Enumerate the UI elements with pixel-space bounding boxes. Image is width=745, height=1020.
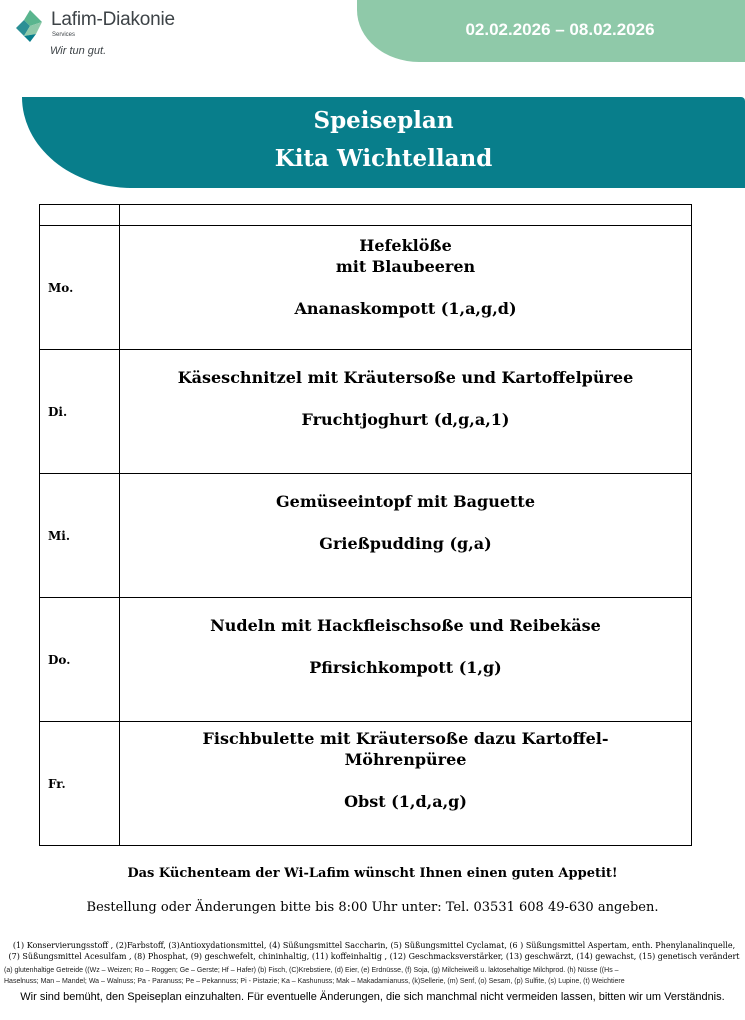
additives-line: (1) Konservierungsstoff , (2)Farbstoff, (3)Antioxydationsmittel, (4) Süßungsmittel Saccharin, (5) Süßungsmittel Cyclamat, (6 ) Süßungsmittel Aspertam, enth. Phenylanalinquelle, [12, 941, 736, 950]
allergens-line: Haselnuss; Man – Mandel; Wa – Walnuss; Pa - Paranuss; Pe – Pekannuss; Pi - Pistazie; Ka – Kashunuss; Mak – Makadamianuss, (k)Sellerie, (m) Senf, (o) Sesam, (p) Sulfite, (s) Lupine, (t) Weichtiere [4, 978, 625, 985]
order-info: Bestellung oder Änderungen bitte bis 8:00 Uhr unter: Tel. 03531 608 49-630 angeben. [86, 900, 659, 915]
main-dish-line: Möhrenpüree [344, 750, 467, 769]
menu-row-wednesday [40, 474, 692, 598]
header-cell-meal [120, 205, 692, 226]
additives-legend [6, 940, 742, 962]
meal-cell [120, 474, 692, 598]
menu-row-tuesday [40, 350, 692, 474]
menu-row-friday [40, 722, 692, 846]
meal-cell [120, 350, 692, 474]
meal-cell [120, 722, 692, 846]
main-dish-line: Hefeklöße [359, 236, 452, 255]
day-label: Do. [40, 598, 120, 722]
lafim-logo-icon [14, 8, 46, 44]
date-range: 02.02.2026 – 08.02.2026 [465, 20, 655, 39]
brand-tagline: Wir tun gut. [50, 45, 107, 57]
main-dish-line: Käseschnitzel mit Kräutersoße und Kartoffelpüree [177, 368, 634, 387]
title-banner [22, 97, 745, 188]
meal-cell [120, 226, 692, 350]
menu-header-row [40, 205, 692, 226]
header-cell-day [40, 205, 120, 226]
brand-name: Lafim-Diakonie [51, 9, 175, 30]
dessert: Ananaskompott (1,a,g,d) [294, 299, 517, 318]
dessert: Grießpudding (g,a) [319, 534, 492, 553]
brand-logo [14, 6, 214, 64]
menu-table [39, 204, 692, 846]
menu-row-thursday [40, 598, 692, 722]
greeting-text: Das Küchenteam der Wi-Lafim wünscht Ihnen einen guten Appetit! [127, 866, 618, 881]
main-dish-line: Gemüseeintopf mit Baguette [275, 492, 535, 511]
allergens-line: (a) glutenhaltige Getreide ((Wz – Weizen; Ro – Roggen; Ge – Gerste; Hf – Hafer) (b) Fisch, (C)Krebstiere, (d) Eier, (e) Erdnüsse, (f) Soja, (g) Milcheiweiß u. laktosehaltige Milchprod. (h) Nüsse ((Hs – [4, 967, 619, 974]
meal-cell [120, 598, 692, 722]
page-title: Speiseplan [313, 107, 454, 134]
dessert: Obst (1,d,a,g) [344, 792, 467, 811]
allergens-legend [4, 965, 742, 987]
dessert: Pfirsichkompott (1,g) [309, 658, 502, 677]
page-subtitle: Kita Wichtelland [274, 145, 493, 172]
day-label: Mo. [40, 226, 120, 350]
main-dish-line: mit Blaubeeren [335, 257, 476, 276]
menu-row-monday [40, 226, 692, 350]
date-banner [357, 0, 745, 62]
main-dish-line: Fischbulette mit Kräutersoße dazu Kartoffel- [202, 729, 609, 748]
dessert: Fruchtjoghurt (d,g,a,1) [301, 410, 510, 429]
disclaimer: Wir sind bemüht, den Speiseplan einzuhalten. Für eventuelle Änderungen, die sich manchmal nicht vermeiden lassen, bitten wir um Verständnis. [20, 991, 725, 1003]
additives-line: (7) Süßungsmittel Acesulfam , (8) Phosphat, (9) geschwefelt, chininhaltig, (11) koffeinhaltig , (12) Geschmacksverstärker, (13) geschwärzt, (14) gewachst, (15) genetisch verändert [8, 952, 740, 961]
day-label: Di. [40, 350, 120, 474]
brand-subtitle: Services [52, 32, 76, 38]
main-dish-line: Nudeln mit Hackfleischsoße und Reibekäse [210, 616, 601, 635]
day-label: Mi. [40, 474, 120, 598]
day-label: Fr. [40, 722, 120, 846]
